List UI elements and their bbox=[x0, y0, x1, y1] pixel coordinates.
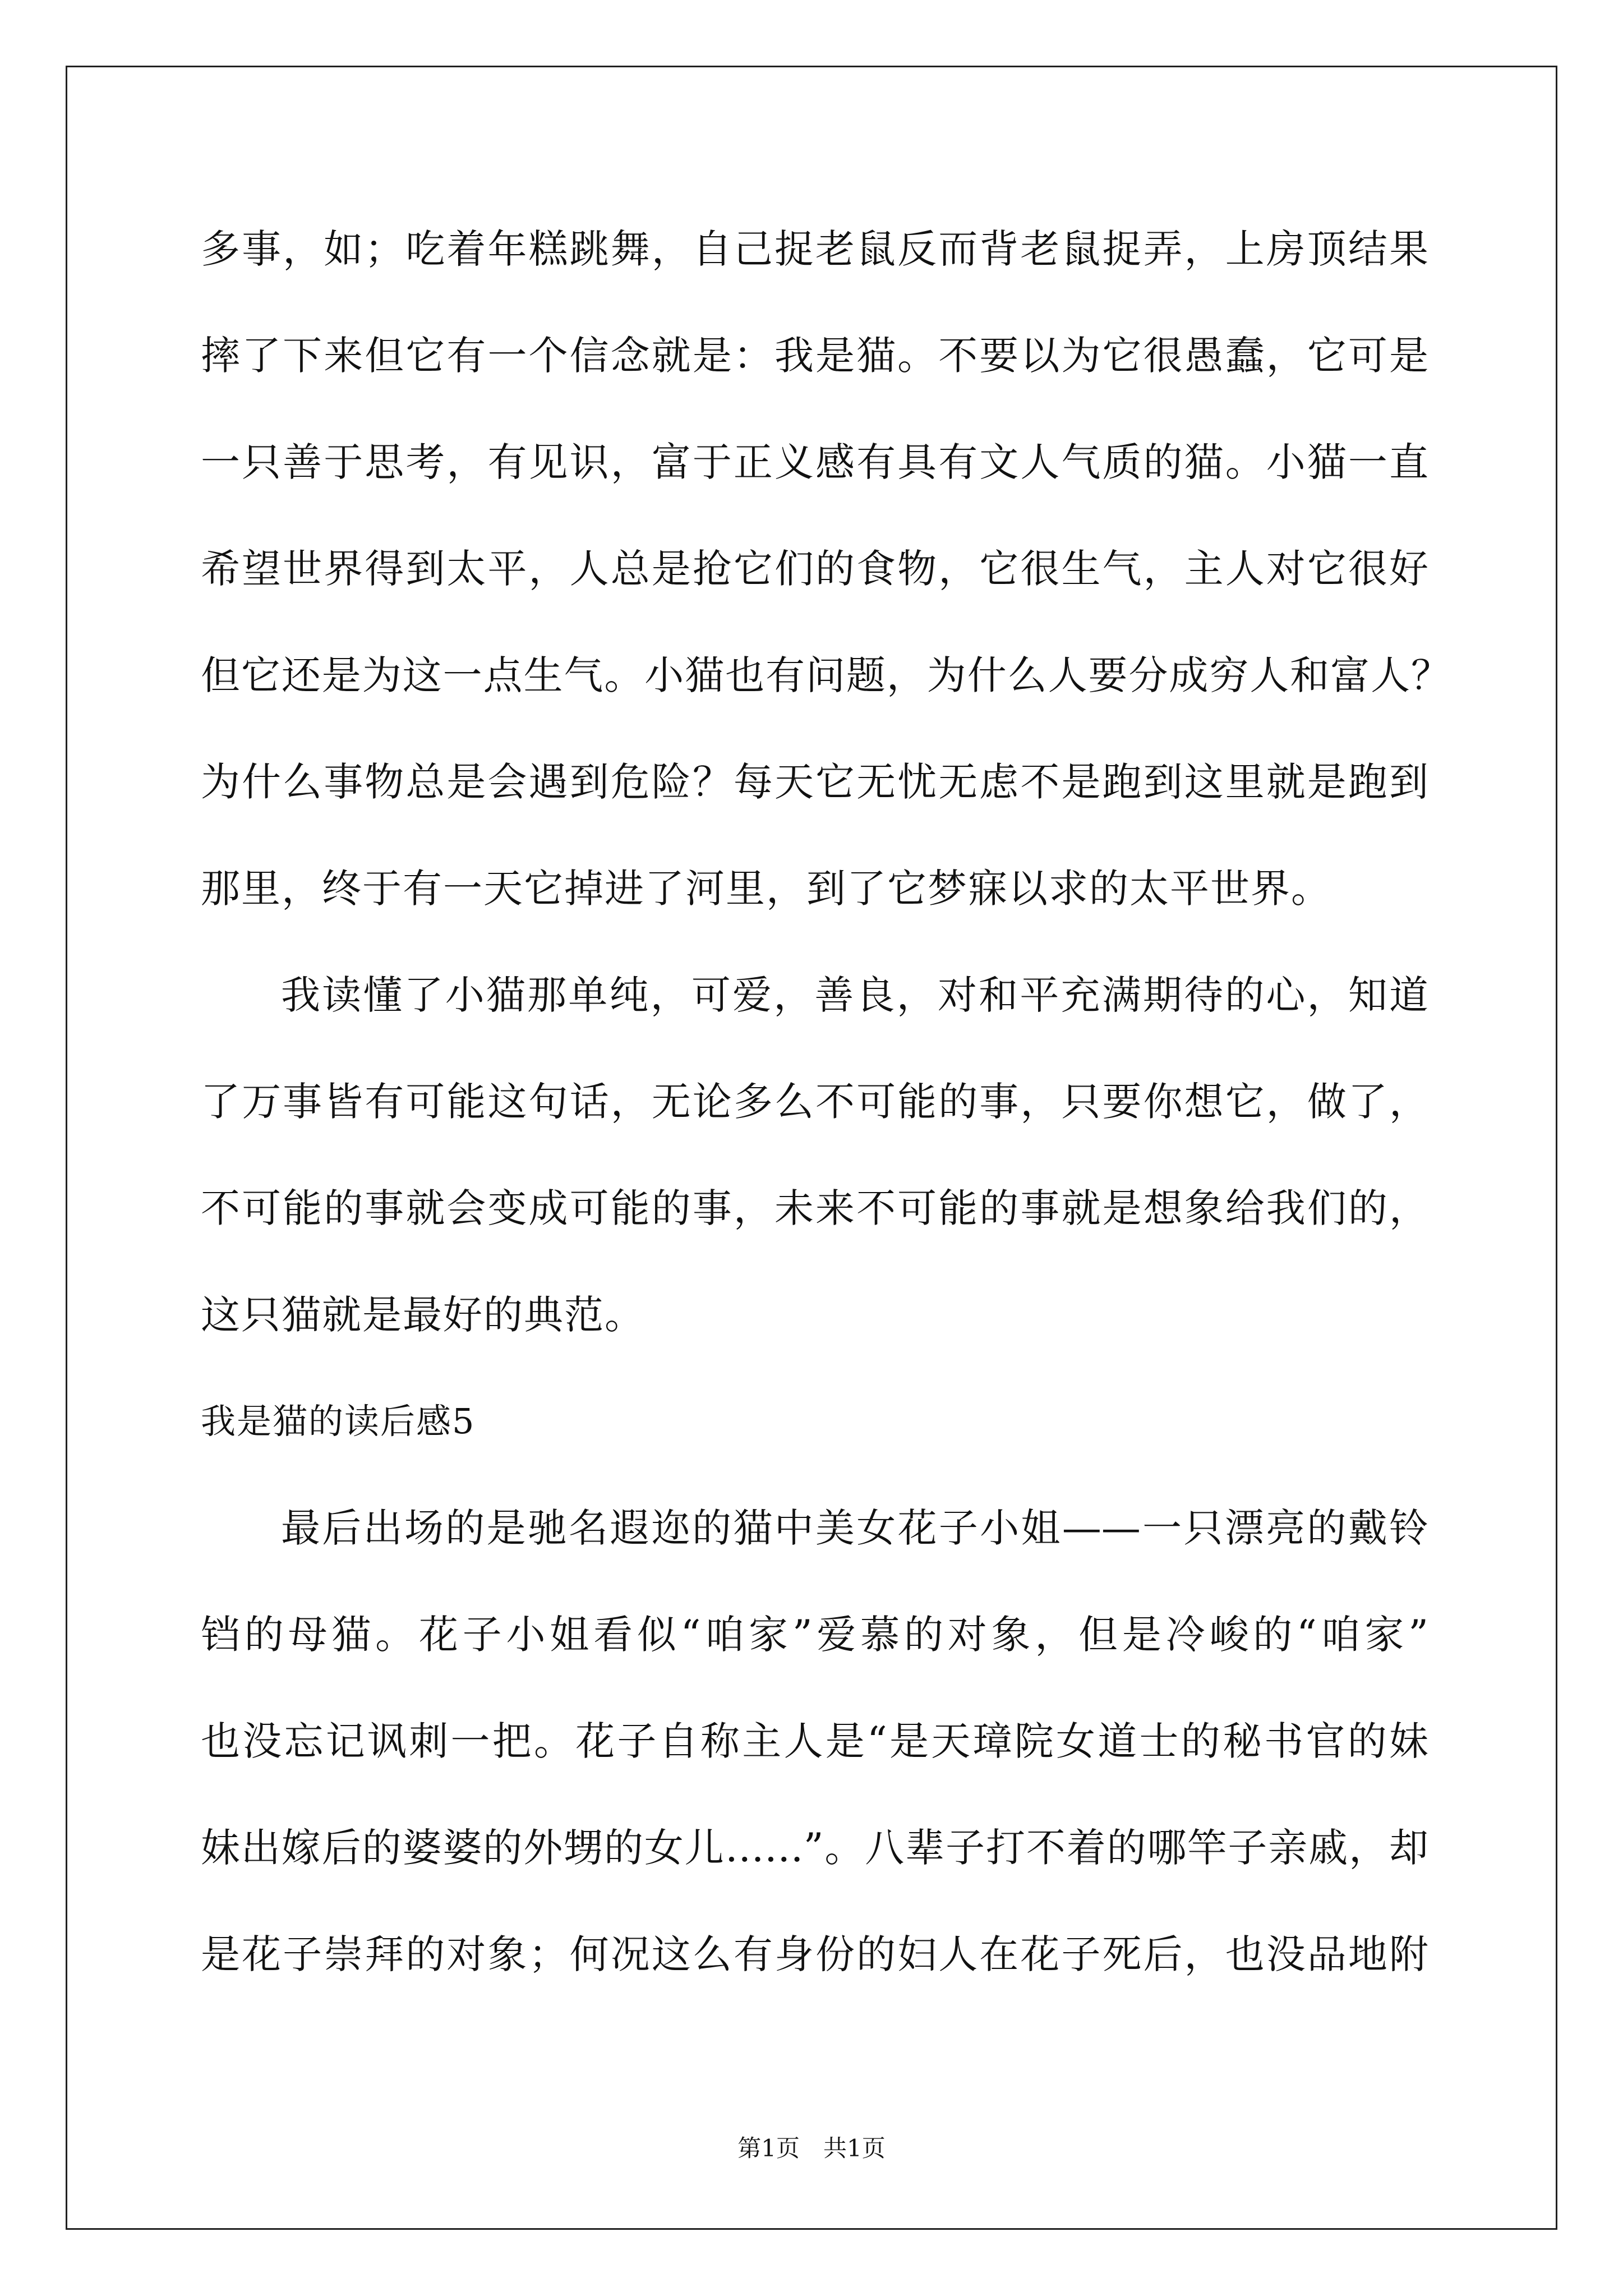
text-line: 这只猫就是最好的典范。 bbox=[201, 1292, 645, 1338]
text-line: 不可能的事就会变成可能的事，未来不可能的事就是想象给我们的， bbox=[201, 1185, 1428, 1231]
text-line: 我读懂了小猫那单纯，可爱，善良，对和平充满期待的心，知道 bbox=[281, 972, 1428, 1018]
text-line: 最后出场的是驰名遐迩的猫中美女花子小姐——一只漂亮的戴铃 bbox=[281, 1505, 1428, 1551]
paragraph-3 bbox=[201, 1475, 1457, 2008]
paragraph-1 bbox=[201, 196, 1457, 942]
text-line: 妹出嫁后的婆婆的外甥的女儿……”。八辈子打不着的哪竿子亲戚，却 bbox=[201, 1825, 1428, 1871]
text-line: 是花子崇拜的对象；何况这么有身份的妇人在花子死后，也没品地附 bbox=[201, 1931, 1428, 1977]
text-line: 摔了下来但它有一个信念就是：我是猫。不要以为它很愚蠢，它可是 bbox=[201, 333, 1428, 379]
text-line: 也没忘记讽刺一把。花子自称主人是“是天璋院女道士的秘书官的妹 bbox=[201, 1718, 1428, 1764]
text-line: 希望世界得到太平，人总是抢它们的食物，它很生气，主人对它很好 bbox=[201, 546, 1428, 592]
text-line: 多事，如；吃着年糕跳舞，自己捉老鼠反而背老鼠捉弄，上房顶结果 bbox=[201, 226, 1428, 272]
text-line: 为什么事物总是会遇到危险？每天它无忧无虑不是跑到这里就是跑到 bbox=[201, 759, 1428, 805]
paragraph-2 bbox=[201, 942, 1457, 1368]
text-line: 一只善于思考，有见识，富于正义感有具有文人气质的猫。小猫一直 bbox=[201, 439, 1428, 485]
text-line: 那里，终于有一天它掉进了河里，到了它梦寐以求的太平世界。 bbox=[201, 866, 1331, 912]
text-line: 了万事皆有可能这句话，无论多么不可能的事，只要你想它，做了， bbox=[201, 1079, 1428, 1125]
text-line: 铛的母猫。花子小姐看似“咱家”爱慕的对象，但是冷峻的“咱家” bbox=[201, 1612, 1428, 1658]
section-heading: 我是猫的读后感5 bbox=[201, 1401, 476, 1442]
document-body bbox=[201, 196, 1457, 2008]
page-number-footer: 第1页 共1页 bbox=[737, 2134, 886, 2162]
text-line: 但它还是为这一点生气。小猫也有问题，为什么人要分成穷人和富人？ bbox=[201, 652, 1450, 698]
